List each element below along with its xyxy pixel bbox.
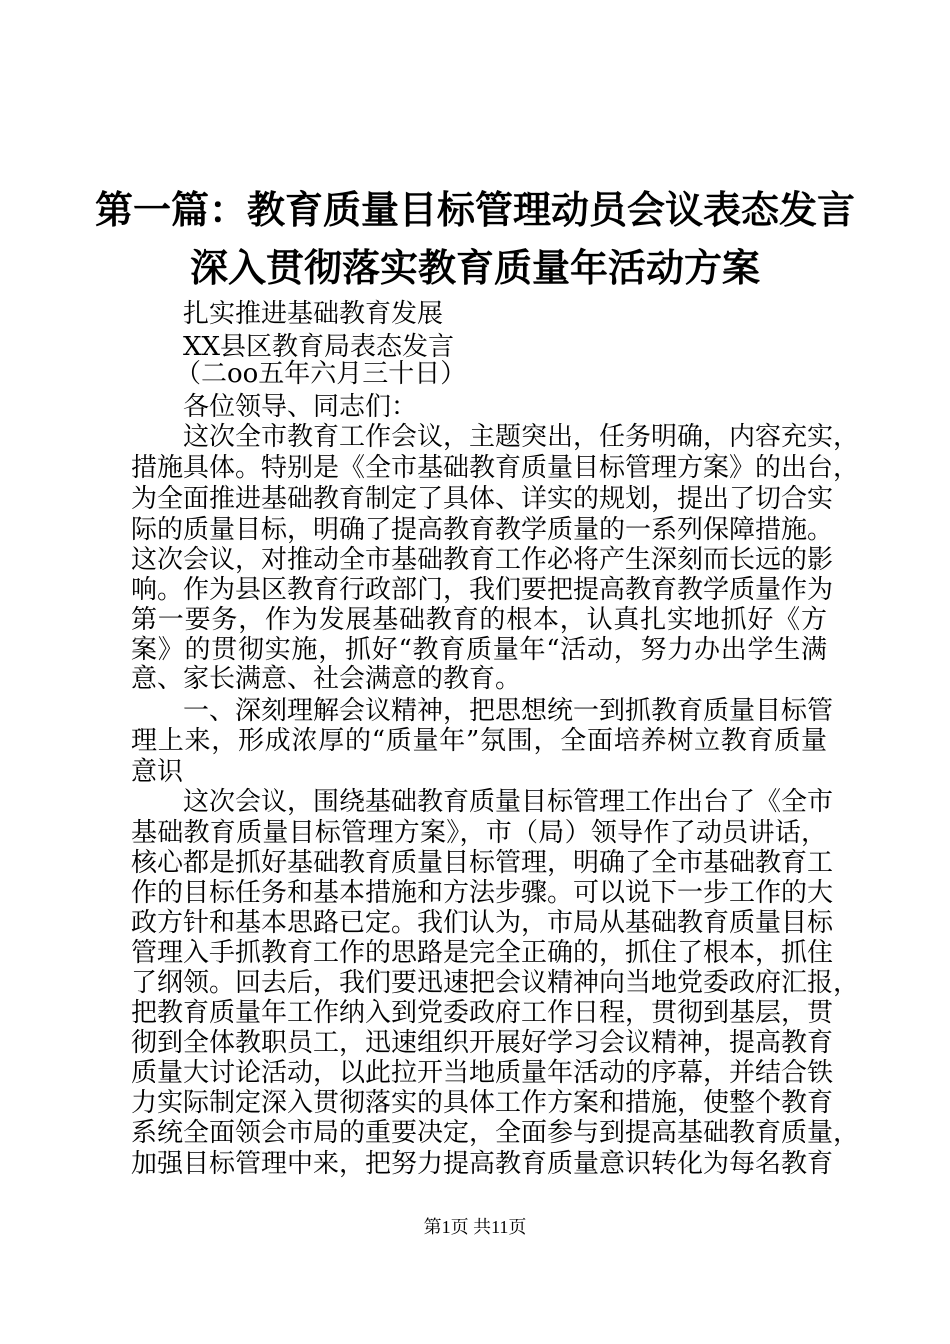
- body-line: 核心都是抓好基础教育质量目标管理，明确了全市基础教育工: [131, 848, 834, 878]
- body-line: 了纲领。回去后，我们要迅速把会议精神向当地党委政府汇报，: [131, 968, 860, 998]
- body-line: 力实际制定深入贯彻落实的具体工作方案和措施，使整个教育: [131, 1088, 834, 1118]
- body-line: 案》的贯彻实施，抓好“教育质量年“活动，努力办出学生满: [131, 635, 827, 665]
- body-line: 质量大讨论活动，以此拉开当地质量年活动的序幕，并结合铁: [131, 1058, 834, 1088]
- body-line: 措施具体。特别是《全市基础教育质量目标管理方案》的出台，: [131, 453, 860, 483]
- body-line: 理上来，形成浓厚的“质量年”氛围，全面培养树立教育质量: [131, 726, 827, 756]
- page-footer: 第1页 共11页: [423, 1217, 527, 1237]
- body-line: 一、深刻理解会议精神，把思想统一到抓教育质量目标管: [183, 696, 834, 726]
- body-line: 把教育质量年工作纳入到党委政府工作日程，贯彻到基层，贯: [131, 998, 834, 1028]
- document-subtitle: 深入贯彻落实教育质量年活动方案: [189, 245, 760, 290]
- body-line: 政方针和基本思路已定。我们认为，市局从基础教育质量目标: [131, 908, 834, 938]
- document-title: 第一篇：教育质量目标管理动员会议表态发言: [94, 187, 855, 232]
- body-line: 各位领导、同志们：: [183, 392, 418, 422]
- body-line: 第一要务，作为发展基础教育的根本，认真扎实地抓好《方: [131, 605, 827, 635]
- body-line: 意、家长满意、社会满意的教育。: [131, 664, 522, 694]
- body-line: 响。作为县区教育行政部门，我们要把提高教育教学质量作为: [131, 575, 834, 605]
- body-line: 这次会议，对推动全市基础教育工作必将产生深刻而长远的影: [131, 545, 834, 575]
- body-line: 彻到全体教职员工，迅速组织开展好学习会议精神，提高教育: [131, 1028, 834, 1058]
- body-line: （二oo五年六月三十日）: [175, 359, 467, 389]
- body-line: 际的质量目标，明确了提高教育教学质量的一系列保障措施。: [131, 515, 834, 545]
- body-line: 作的目标任务和基本措施和方法步骤。可以说下一步工作的大: [131, 878, 834, 908]
- body-line: 加强目标管理中来，把努力提高教育质量意识转化为每名教育: [131, 1149, 834, 1179]
- body-line: 这次会议，围绕基础教育质量目标管理工作出台了《全市: [183, 787, 834, 817]
- body-line: 扎实推进基础教育发展: [183, 299, 444, 329]
- body-line: 系统全面领会市局的重要决定，全面参与到提高基础教育质量，: [131, 1118, 860, 1148]
- body-line: 意识: [131, 757, 184, 787]
- body-line: 为全面推进基础教育制定了具体、详实的规划，提出了切合实: [131, 484, 834, 514]
- body-line: 这次全市教育工作会议，主题突出，任务明确，内容充实，: [183, 422, 860, 452]
- body-line: XX县区教育局表态发言: [183, 332, 455, 362]
- body-line: 管理入手抓教育工作的思路是完全正确的，抓住了根本，抓住: [131, 938, 834, 968]
- body-line: 基础教育质量目标管理方案》，市（局）领导作了动员讲话，: [131, 818, 827, 848]
